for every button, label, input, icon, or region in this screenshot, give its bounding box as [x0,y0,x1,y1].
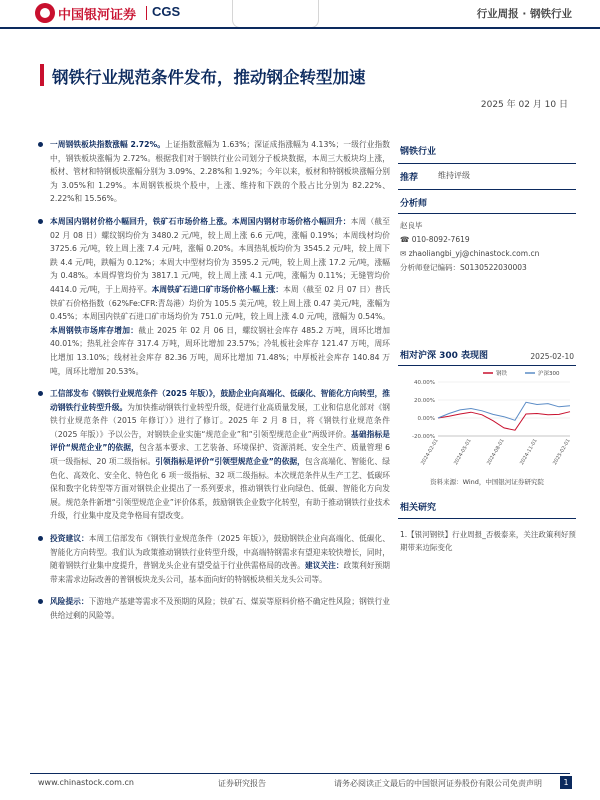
header-rule [0,27,600,29]
reg-label: 分析师登记编码： [400,263,460,272]
section-text: 包含基本要求、工艺装备、环境保护、资源消耗、安全生产、质量管理 6 项一级指标、20 项二级指标。 [50,443,391,467]
section-text: 本周（截至 02 月 07 日）普氏铁矿石价格指数（62%Fe:CFR:青岛港）均价为 105.5 美元/吨，较上周上涨 0.47 美元/吨，涨幅为 0.45%；本周国内铁矿石进口矿市场均价为 751.0 元/吨，较上周上涨 4.0 元/吨，涨幅为 0.54%。 [50,284,390,322]
section-lead: 风险提示： [50,597,89,607]
brand-divider [146,6,147,20]
x-tick-label: 2024-11-01 [519,438,539,467]
section-text: 截止 2025 年 02 月 06 日，螺纹钢社会库存 485.2 万吨，周环比增加 40.01%；热轧社会库存 317.4 万吨，周环比增加 23.57%；冷轧板社会库存 121.47 万吨，周环比增加 13.10%；线材社会库存 82.36 万吨，周环比增加 71.48%；中厚板社会库存 140.84 万吨，周环比增加 20.53%。 [50,325,390,376]
section-subhead: 本周钢铁市场库存增加： [50,325,139,335]
section-text: 本周工信部发布《钢铁行业规范条件（2025 年版）》，鼓励钢铁企业向高端化、低碳化、智能化方向转型。我们认为政策推动钢铁行业转型升级，中高端特钢需求有望迎来较快增长，同时，随着钢铁行业集中度提升，普钢龙头企业有望受益于行业供需格局的改善。 [50,534,390,571]
x-tick-label: 2024-08-01 [486,438,506,467]
section-text: 本周（截至 02 月 08 日）螺纹钢均价为 3480.2 元/吨，较上周上涨 6.6 元/吨，涨幅 0.19%；本周线材均价 3725.6 元/吨，较上周上涨 7.4 元/吨，涨幅 0.20%。本周热轧板均价为 3545.2 元/吨，较上周下跌 4.4 元/吨，跌幅为 0.12%；本周大中型材均价为 3595.2 元/吨，较上周上涨 17.2 元/吨，涨幅为 0.48%。本周焊管均价为 3817.1 元/吨，较上周上涨 4.1 元/吨，涨幅为 0.11%；无缝管均价 4414.0 元/吨，于上周持平。 [50,216,390,294]
rating-row [398,164,576,189]
brand-logo-icon [35,3,55,23]
sidebar [398,138,576,554]
reg-number: S0130522030003 [460,263,527,272]
y-tick-label: 40.00% [414,380,435,386]
report-category: 行业周报 · 钢铁行业 [476,8,572,20]
section-text: 上证指数涨幅为 1.63%；深证成指涨幅为 4.13%；一级行业指数中，钢铁板块涨幅为 2.72%。根据我们对于钢铁行业公司划分子板块数据，本周三大板块均上涨，板材、管材和特钢板块涨幅分别为 3.09%、2.28%和 1.92%；今年以来，板材和特钢板块涨幅分别为 3.05%和 1.29%。本周钢铁板块个股中，上涨、维持和下跌的个股占比分别为 82.22%、2.22%和 15.56%。 [50,140,390,204]
email-icon: ✉ [400,249,407,258]
watermark-tab [232,0,319,28]
brand-name: 中国银河证券 [58,8,137,23]
y-tick-label: 0.00% [417,416,435,422]
section-text: 下游地产基建等需求不及预期的风险；铁矿石、煤炭等原料价格不确定性风险；钢铁行业供给过剩的风险等。 [50,597,390,620]
chart-title: 相对沪深 300 表现图 [400,351,489,361]
analyst-info [398,214,576,275]
analyst-email[interactable]: zhaoliangbi_yj@chinastock.com.cn [408,249,540,258]
analyst-name: 赵良毕 [400,221,423,230]
section-lead: 工信部发布《钢铁行业规范条件（2025 年版）》，鼓励企业向高端化、低碳化、智能化方向转型，推动钢铁行业转型升级。 [50,389,390,412]
footer-rule [30,773,570,774]
section-text: 包含高端化、智能化、绿色化、高效化、安全化、特色化 6 项一级指标、32 项二级指标。本次规范条件从生产工艺、低碳环保和数字化转型等方面对钢铁企业提出了一系列要求，推动钢铁行业向绿色、低碳、智能化方向发展。规范条件新增“引领型规范企业”评价体系，鼓励钢铁企业数字化转型，有助于推动钢铁行业技术升级，行业集中度及竞争格局有望改变。 [50,457,390,521]
analyst-header: 分析师 [400,199,428,209]
series-line [438,412,570,431]
rating-value: 维持评级 [438,171,470,180]
page-header [0,0,600,27]
x-tick-label: 2024-02-01 [420,438,440,467]
section-text: 政策利好预期带来需求边际改善的普钢板块龙头公司，基本面向好的特钢板块相关龙头公司等。 [50,561,390,584]
related-list [398,519,576,554]
related-item[interactable]: 1.【银河钢铁】行业周报_否极泰来，关注政策利好预期带来边际变化 [400,530,576,552]
section-investment-advice [38,532,390,586]
report-date: 2025 年 02 月 10 日 [480,100,568,110]
section-subhead: 本周铁矿石进口矿市场价格小幅上涨： [151,284,284,294]
section-subhead: 引领指标是评价“引领型规范企业”的依据， [155,457,305,467]
legend-label: 钢铁 [496,371,508,377]
rating-label: 推荐 [400,173,419,183]
bullet-icon [38,391,43,396]
section-lead: 一周钢铁板块指数涨幅 2.72%。 [50,140,166,149]
section-lead: 投资建议： [50,534,89,544]
phone-icon: ☎ [400,235,410,244]
report-title: 钢铁行业规范条件发布，推动钢企转型加速 [52,68,366,87]
x-tick-label: 2024-05-01 [453,438,473,467]
title-accent [40,64,44,86]
analyst-reg-row [400,261,576,275]
section-index-performance [38,138,390,206]
section-lead: 本周国内钢材价格小幅回升，铁矿石市场价格上涨。 [50,216,232,226]
footer-disclaimer: 请务必阅读正文最后的中国银河证券股份有限公司免责声明 [334,779,542,788]
y-tick-label: -20.00% [412,434,435,440]
relative-performance-chart [398,366,576,476]
series-line [438,402,570,420]
related-header: 相关研究 [400,503,437,513]
section-text: 为加快推动钢铁行业转型升级，促进行业高质量发展，工业和信息化部对《钢铁行业规范条件（2015 年修订）》进行了修订。2025 年 2 月 8 日，将《钢铁行业规范条件（2025 年版）》予以公告，对钢铁企业实施“规范企业”和“引领型规范企业”两级评价。 [50,402,390,439]
bullet-icon [38,219,43,224]
page-number: 1 [560,776,572,789]
chart-source: 资料来源：Wind，中国银河证券研究院 [430,478,544,486]
bullet-icon [38,536,43,541]
sidebar-industry: 钢铁行业 [400,147,437,157]
section-policy [38,387,390,523]
y-tick-label: 20.00% [414,398,435,404]
analyst-phone: 010-8092-7619 [411,235,470,244]
report-body [38,138,390,632]
analyst-email-row [400,247,576,261]
analyst-phone-row [400,233,576,247]
bullet-icon [38,142,43,147]
x-tick-label: 2025-02-01 [552,438,572,467]
footer-center: 证券研究报告 [218,779,266,788]
section-risk [38,595,390,622]
brand-abbrev: CGS [152,4,181,19]
chart-date: 2025-02-10 [530,352,574,361]
section-prices [38,215,390,378]
section-subhead: 本周国内钢材市场价格小幅回升： [231,216,351,226]
legend-label: 沪深300 [538,371,560,377]
chart-header [398,348,576,365]
bullet-icon [38,599,43,604]
footer-website[interactable]: www.chinastock.com.cn [38,778,134,787]
section-subhead: 建议关注： [305,561,344,571]
section-subhead: 基础指标是评价“规范企业”的依据， [50,429,390,453]
